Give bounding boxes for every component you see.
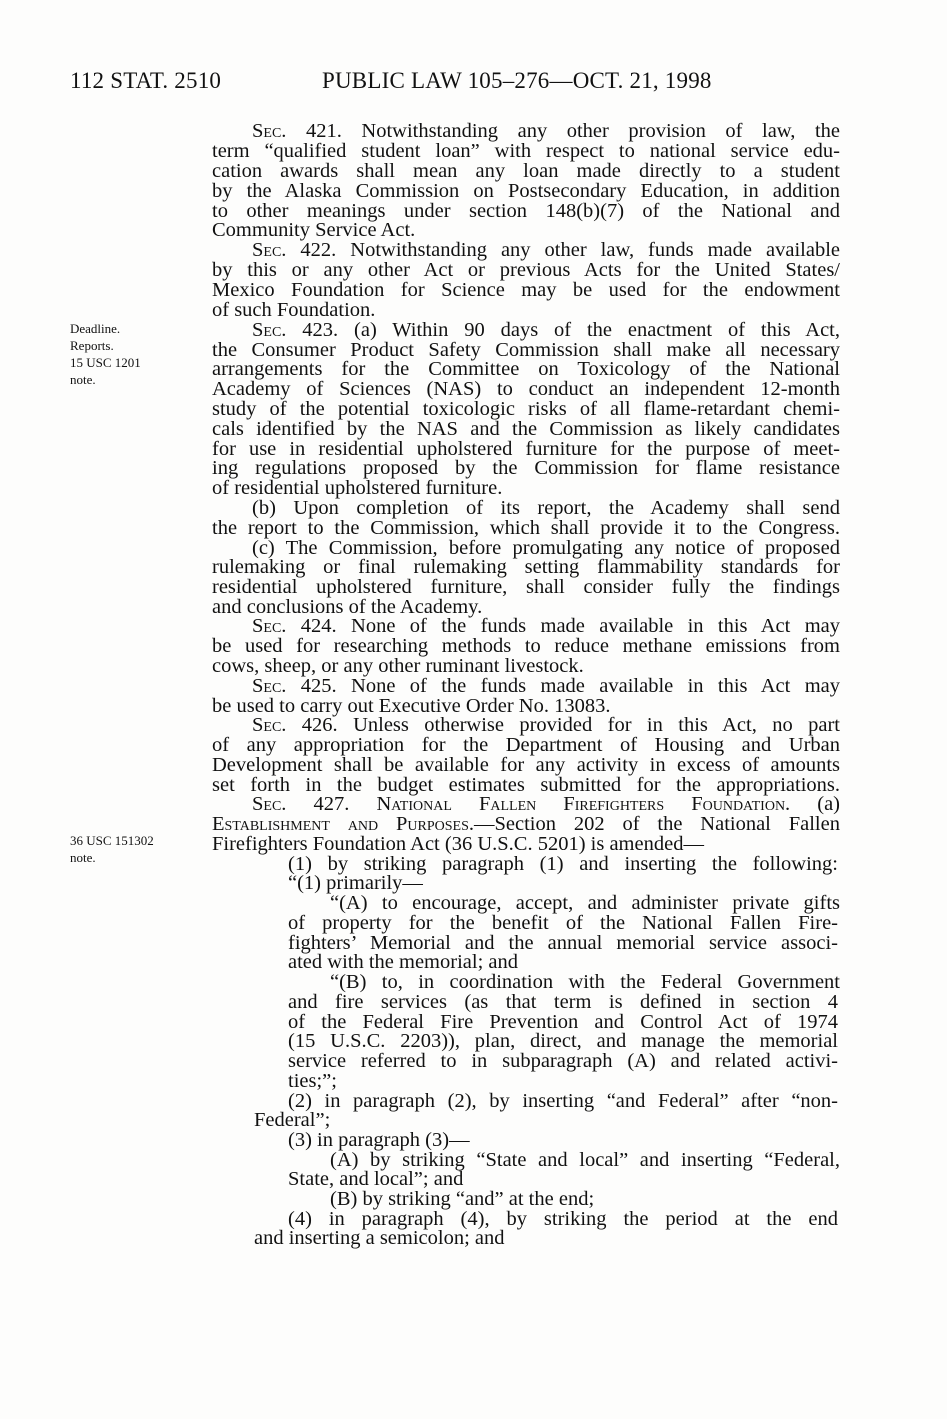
text-line: (2) in paragraph (2), by inserting “and Federal” after “non- bbox=[288, 1090, 838, 1112]
text-line: (B) by striking “and” at the end; bbox=[330, 1188, 595, 1210]
text-line: of residential upholstered furniture. bbox=[212, 477, 503, 499]
text-line: for use in residential upholstered furniture for the purpose of meet- bbox=[212, 438, 840, 460]
text-line: “(B) to, in coordination with the Federal Government bbox=[330, 971, 840, 993]
text-line: “(A) to encourage, accept, and administer private gifts bbox=[330, 892, 840, 914]
margin-note-line: Reports. bbox=[70, 338, 114, 353]
text-line: and fire services (as that term is defined in section 4 bbox=[288, 991, 838, 1013]
text-line: term “qualified student loan” with respect to national service edu- bbox=[212, 140, 840, 162]
text-line: “(1) primarily— bbox=[288, 872, 423, 894]
margin-note-line: note. bbox=[70, 850, 96, 865]
text-line: Sec. 427. National Fallen Firefighters Foundation. (a) bbox=[252, 793, 841, 815]
text-line: Sec. 426. Unless otherwise provided for in this Act, no part bbox=[252, 714, 840, 736]
text-line: and inserting a semicolon; and bbox=[254, 1227, 505, 1249]
text-line: study of the potential toxicologic risks of all flame-retardant chemi- bbox=[212, 398, 840, 420]
text-line: Sec. 425. None of the funds made available in this Act may bbox=[252, 675, 840, 697]
text-line: ated with the memorial; and bbox=[288, 951, 518, 973]
text-line: be used for researching methods to reduce methane emissions from bbox=[212, 635, 840, 657]
text-line: (4) in paragraph (4), by striking the period at the end bbox=[288, 1208, 838, 1230]
text-line: Sec. 421. Notwithstanding any other provision of law, the bbox=[252, 120, 840, 142]
text-line: of the Federal Fire Prevention and Control Act of 1974 bbox=[288, 1011, 838, 1033]
text-line: (b) Upon completion of its report, the Academy shall send bbox=[252, 497, 840, 519]
text-line: and conclusions of the Academy. bbox=[212, 596, 483, 618]
text-line: the Consumer Product Safety Commission shall make all necessary bbox=[212, 339, 840, 361]
margin-note-deadline bbox=[70, 320, 141, 388]
text-line: to other meanings under section 148(b)(7) of the National and bbox=[212, 200, 840, 222]
margin-note-line: 15 USC 1201 bbox=[70, 355, 141, 370]
text-line: (15 U.S.C. 2203)), plan, direct, and manage the memorial bbox=[288, 1030, 838, 1052]
text-line: ing regulations proposed by the Commission for flame resistance bbox=[212, 457, 840, 479]
text-line: ties;”; bbox=[288, 1070, 337, 1092]
text-line: State, and local”; and bbox=[288, 1168, 464, 1190]
text-line: rulemaking or final rulemaking setting flammability standards for bbox=[212, 556, 840, 578]
margin-note-line: note. bbox=[70, 372, 96, 387]
text-line: of such Foundation. bbox=[212, 299, 376, 321]
text-line: Firefighters Foundation Act (36 U.S.C. 5201) is amended— bbox=[212, 833, 704, 855]
text-line: Development shall be available for any activity in excess of amounts bbox=[212, 754, 840, 776]
public-law-title: PUBLIC LAW 105–276—OCT. 21, 1998 bbox=[322, 68, 712, 93]
text-line: (1) by striking paragraph (1) and inserting the following: bbox=[288, 853, 838, 875]
text-line: Sec. 423. (a) Within 90 days of the enactment of this Act, bbox=[252, 319, 840, 341]
text-line: service referred to in subparagraph (A) and related activi- bbox=[288, 1050, 838, 1072]
text-line: the report to the Commission, which shall provide it to the Congress. bbox=[212, 517, 840, 539]
text-line: set forth in the budget estimates submitted for the appropriations. bbox=[212, 774, 840, 796]
text-line: of any appropriation for the Department of Housing and Urban bbox=[212, 734, 840, 756]
text-line: Academy of Sciences (NAS) to conduct an independent 12-month bbox=[212, 378, 840, 400]
text-line: cation awards shall mean any loan made directly to a student bbox=[212, 160, 840, 182]
text-line: Establishment and Purposes.—Section 202 of the National Fallen bbox=[212, 813, 840, 835]
text-line: be used to carry out Executive Order No. 13083. bbox=[212, 695, 611, 717]
text-line: (3) in paragraph (3)— bbox=[288, 1129, 470, 1151]
text-line: Mexico Foundation for Science may be used for the endowment bbox=[212, 279, 840, 301]
text-line: Sec. 424. None of the funds made available in this Act may bbox=[252, 615, 840, 637]
text-line: Federal”; bbox=[254, 1109, 331, 1131]
text-line: arrangements for the Committee on Toxicology of the National bbox=[212, 358, 840, 380]
text-line: cows, sheep, or any other ruminant livestock. bbox=[212, 655, 584, 677]
text-line: by the Alaska Commission on Postsecondary Education, in addition bbox=[212, 180, 840, 202]
margin-note-usc bbox=[70, 832, 154, 866]
text-line: Community Service Act. bbox=[212, 219, 416, 241]
text-line: (A) by striking “State and local” and inserting “Federal, bbox=[330, 1149, 840, 1171]
text-line: of property for the benefit of the National Fallen Fire- bbox=[288, 912, 838, 934]
text-line: (c) The Commission, before promulgating any notice of proposed bbox=[252, 537, 840, 559]
statute-page-number: 112 STAT. 2510 bbox=[70, 68, 222, 93]
text-line: cals identified by the NAS and the Commission as likely candidates bbox=[212, 418, 840, 440]
text-line: Sec. 422. Notwithstanding any other law, funds made available bbox=[252, 239, 840, 261]
text-line: residential upholstered furniture, shall consider fully the findings bbox=[212, 576, 840, 598]
margin-note-line: Deadline. bbox=[70, 321, 121, 336]
text-line: by this or any other Act or previous Acts for the United States/ bbox=[212, 259, 840, 281]
text-line: fighters’ Memorial and the annual memorial service associ- bbox=[288, 932, 838, 954]
margin-note-line: 36 USC 151302 bbox=[70, 833, 154, 848]
